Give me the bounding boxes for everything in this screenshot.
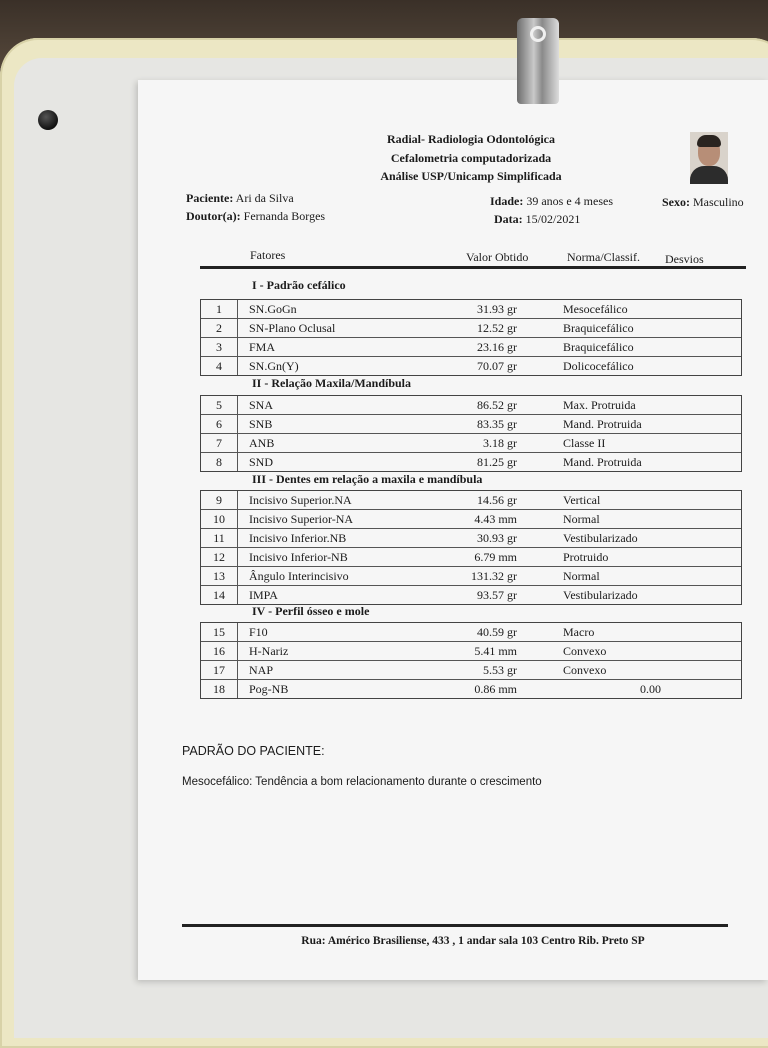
- table-row: 1 SN.GoGn 31.93 gr Mesocefálico: [216, 302, 628, 316]
- table-row: 5 SNA 86.52 gr Max. Protruida: [216, 398, 636, 412]
- patient-sex: Masculino: [693, 195, 744, 209]
- age-field: Idade: 39 anos e 4 meses: [490, 194, 613, 208]
- table-row: 2 SN-Plano Oclusal 12.52 gr Braquicefálico: [201, 318, 741, 337]
- analysis-name: Análise USP/Unicamp Simplificada: [380, 169, 562, 183]
- header-rule: [200, 266, 746, 269]
- patient-pattern-title: PADRÃO DO PACIENTE:: [182, 744, 325, 758]
- report-sheet: [138, 80, 768, 980]
- table-row: 13 Ângulo Interincisivo 131.32 gr Normal: [201, 566, 741, 585]
- col-norma: Norma/Classif.: [567, 250, 640, 264]
- section-table: [200, 622, 742, 699]
- table-row: 10 Incisivo Superior-NA 4.43 mm Normal: [201, 509, 741, 528]
- table-row: 3 FMA 23.16 gr Braquicefálico: [201, 337, 741, 356]
- patient-field: Paciente: Ari da Silva: [186, 191, 294, 205]
- sex-field: Sexo: Masculino: [662, 195, 744, 209]
- table-row: 18 Pog-NB 0.86 mm 0.00: [201, 679, 741, 698]
- clinic-address: Rua: Américo Brasiliense, 433 , 1 andar sala 103 Centro Rib. Preto SP: [301, 935, 645, 947]
- section-title: II - Relação Maxila/Mandíbula: [252, 376, 412, 390]
- section-title: IV - Perfil ósseo e mole: [252, 604, 370, 618]
- doctor-field: Doutor(a): Fernanda Borges: [186, 209, 326, 223]
- table-row: 8 SND 81.25 gr Mand. Protruida: [201, 452, 741, 471]
- clinic-name: Radial- Radiologia Odontológica: [386, 132, 556, 146]
- patient-pattern-text: Mesocefálico: Tendência a bom relacionamento durante o crescimento: [182, 776, 542, 788]
- table-row: 17 NAP 5.53 gr Convexo: [201, 660, 741, 679]
- table-row: 6 SNB 83.35 gr Mand. Protruida: [201, 414, 741, 433]
- col-valor: Valor Obtido: [466, 250, 529, 264]
- table-row: 14 IMPA 93.57 gr Vestibularizado: [201, 585, 741, 604]
- section-table: [200, 490, 742, 605]
- table-row: 12 Incisivo Inferior-NB 6.79 mm Protruido: [201, 547, 741, 566]
- table-row: 11 Incisivo Inferior.NB 30.93 gr Vestibularizado: [201, 528, 741, 547]
- table-row: 9 Incisivo Superior.NA 14.56 gr Vertical: [216, 493, 601, 507]
- date-field: Data: 15/02/2021: [494, 212, 581, 226]
- footer-rule: [182, 924, 728, 927]
- table-row: 7 ANB 3.18 gr Classe II: [201, 433, 741, 452]
- table-row: 16 H-Nariz 5.41 mm Convexo: [201, 641, 741, 660]
- patient-age: 39 anos e 4 meses: [526, 194, 613, 208]
- patient-photo: [690, 132, 728, 184]
- col-desvios: Desvios: [665, 252, 704, 266]
- section-title: I - Padrão cefálico: [252, 278, 346, 292]
- pin-icon: [38, 110, 58, 130]
- report-type: Cefalometria computadorizada: [390, 151, 552, 165]
- col-fatores: Fatores: [250, 248, 286, 262]
- table-row: 4 SN.Gn(Y) 70.07 gr Dolicocefálico: [201, 356, 741, 375]
- section-table: [200, 395, 742, 472]
- table-row: 15 F10 40.59 gr Macro: [213, 625, 595, 639]
- section-table: [200, 299, 742, 376]
- patient-name: Ari da Silva: [235, 191, 294, 205]
- clip-ring-icon: [530, 26, 546, 42]
- section-title: III - Dentes em relação a maxila e mandíbula: [252, 472, 483, 486]
- doctor-name: Fernanda Borges: [243, 209, 326, 223]
- exam-date: 15/02/2021: [525, 212, 581, 226]
